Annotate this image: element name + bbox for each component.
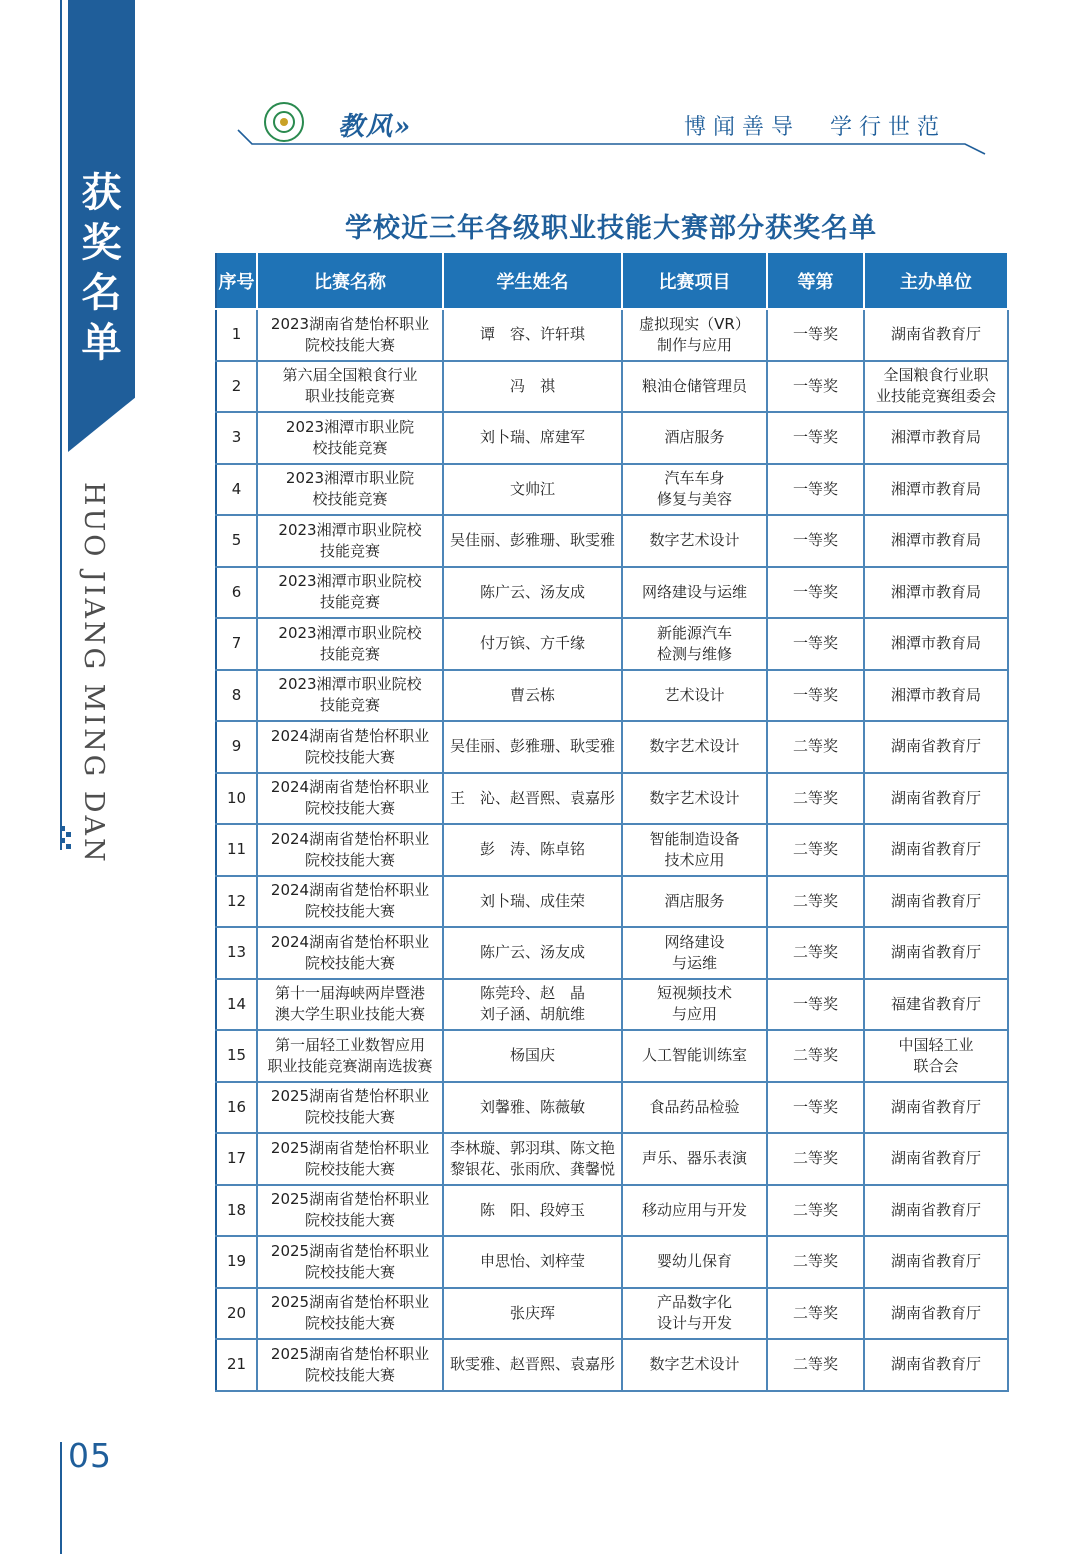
table-row <box>216 1133 1008 1185</box>
cell-organizer: 湖南省教育厅 <box>864 309 1008 361</box>
table-row <box>216 1030 1008 1082</box>
cell-index: 18 <box>216 1185 257 1237</box>
cell-index: 17 <box>216 1133 257 1185</box>
cell-award: 二等奖 <box>767 1185 864 1237</box>
table-row <box>216 309 1008 361</box>
cell-competition: 2023湘潭市职业院校 技能竞赛 <box>257 567 443 619</box>
cell-event: 艺术设计 <box>622 670 767 722</box>
cell-competition: 2023湘潭市职业院 校技能竞赛 <box>257 412 443 464</box>
cell-organizer: 湘潭市教育局 <box>864 567 1008 619</box>
cell-award: 一等奖 <box>767 361 864 413</box>
col-header-award: 等第 <box>767 252 864 309</box>
cell-event: 数字艺术设计 <box>622 515 767 567</box>
cell-students: 付万镔、方千缘 <box>443 618 622 670</box>
cell-organizer: 湘潭市教育局 <box>864 670 1008 722</box>
table-row <box>216 515 1008 567</box>
cell-event: 移动应用与开发 <box>622 1185 767 1237</box>
cell-award: 一等奖 <box>767 1082 864 1134</box>
cell-event: 虚拟现实（VR） 制作与应用 <box>622 309 767 361</box>
table-row <box>216 1185 1008 1237</box>
cell-event: 数字艺术设计 <box>622 1339 767 1391</box>
cell-organizer: 湖南省教育厅 <box>864 876 1008 928</box>
cell-organizer: 湖南省教育厅 <box>864 721 1008 773</box>
cell-index: 9 <box>216 721 257 773</box>
cell-organizer: 湖南省教育厅 <box>864 1288 1008 1340</box>
cell-award: 一等奖 <box>767 670 864 722</box>
cell-students: 刘卜瑞、成佳荣 <box>443 876 622 928</box>
cell-index: 14 <box>216 979 257 1031</box>
cell-students: 陈 阳、段婷玉 <box>443 1185 622 1237</box>
cell-competition: 2023湘潭市职业院校 技能竞赛 <box>257 618 443 670</box>
cell-students: 李林璇、郭羽琪、陈文艳 黎银花、张雨欣、龚馨悦 <box>443 1133 622 1185</box>
cell-students: 申思怡、刘梓莹 <box>443 1236 622 1288</box>
cell-competition: 2025湖南省楚怡杯职业 院校技能大赛 <box>257 1082 443 1134</box>
cell-index: 3 <box>216 412 257 464</box>
cell-organizer: 湖南省教育厅 <box>864 927 1008 979</box>
cell-award: 二等奖 <box>767 773 864 825</box>
cell-organizer: 湖南省教育厅 <box>864 773 1008 825</box>
cell-event: 粮油仓储管理员 <box>622 361 767 413</box>
cell-students: 冯 祺 <box>443 361 622 413</box>
cell-organizer: 湖南省教育厅 <box>864 1339 1008 1391</box>
cell-students: 陈莞玲、赵 晶 刘子涵、胡航维 <box>443 979 622 1031</box>
cell-index: 12 <box>216 876 257 928</box>
school-motto: 博闻善导 学行世范 <box>684 115 946 140</box>
col-header-event: 比赛项目 <box>622 252 767 309</box>
cell-competition: 2025湖南省楚怡杯职业 院校技能大赛 <box>257 1133 443 1185</box>
section-arrows: » <box>394 112 413 142</box>
cell-organizer: 湖南省教育厅 <box>864 1185 1008 1237</box>
cell-index: 4 <box>216 464 257 516</box>
cell-organizer: 湖南省教育厅 <box>864 1082 1008 1134</box>
cell-students: 吴佳丽、彭雅珊、耿雯雅 <box>443 515 622 567</box>
table-row <box>216 773 1008 825</box>
cell-event: 汽车车身 修复与美容 <box>622 464 767 516</box>
side-title <box>68 168 135 368</box>
cell-index: 10 <box>216 773 257 825</box>
cell-award: 二等奖 <box>767 1133 864 1185</box>
side-title-char: 单 <box>81 319 122 366</box>
cell-competition: 2023湘潭市职业院校 技能竞赛 <box>257 670 443 722</box>
cell-competition: 2025湖南省楚怡杯职业 院校技能大赛 <box>257 1185 443 1237</box>
cell-organizer: 湖南省教育厅 <box>864 824 1008 876</box>
side-pinyin: HUO JIANG MING DAN <box>78 482 109 865</box>
cell-competition: 2024湖南省楚怡杯职业 院校技能大赛 <box>257 876 443 928</box>
table-row <box>216 618 1008 670</box>
cell-competition: 2024湖南省楚怡杯职业 院校技能大赛 <box>257 927 443 979</box>
cell-index: 19 <box>216 1236 257 1288</box>
cell-organizer: 全国粮食行业职 业技能竞赛组委会 <box>864 361 1008 413</box>
cell-students: 陈广云、汤友成 <box>443 927 622 979</box>
section-label <box>338 106 412 143</box>
cell-students: 刘卜瑞、席建军 <box>443 412 622 464</box>
cell-competition: 2023湘潭市职业院 校技能竞赛 <box>257 464 443 516</box>
cell-event: 数字艺术设计 <box>622 773 767 825</box>
cell-competition: 第一届轻工业数智应用 职业技能竞赛湖南选拔赛 <box>257 1030 443 1082</box>
col-header-index: 序号 <box>216 252 257 309</box>
page-title: 学校近三年各级职业技能大赛部分获奖名单 <box>345 213 877 244</box>
cell-competition: 2023湘潭市职业院校 技能竞赛 <box>257 515 443 567</box>
cell-award: 二等奖 <box>767 1288 864 1340</box>
cell-organizer: 福建省教育厅 <box>864 979 1008 1031</box>
table-row <box>216 721 1008 773</box>
cell-award: 一等奖 <box>767 567 864 619</box>
cell-students: 王 沁、赵晋熙、袁嘉彤 <box>443 773 622 825</box>
table-row <box>216 567 1008 619</box>
col-header-competition: 比赛名称 <box>257 252 443 309</box>
table-row <box>216 927 1008 979</box>
table-row <box>216 464 1008 516</box>
cell-index: 15 <box>216 1030 257 1082</box>
table-row <box>216 412 1008 464</box>
school-emblem-icon <box>264 102 304 142</box>
table-row <box>216 979 1008 1031</box>
table-row <box>216 1288 1008 1340</box>
cell-students: 张庆珲 <box>443 1288 622 1340</box>
cell-competition: 2024湖南省楚怡杯职业 院校技能大赛 <box>257 824 443 876</box>
cell-index: 2 <box>216 361 257 413</box>
cell-award: 一等奖 <box>767 979 864 1031</box>
cell-event: 数字艺术设计 <box>622 721 767 773</box>
cell-event: 人工智能训练室 <box>622 1030 767 1082</box>
cell-students: 杨国庆 <box>443 1030 622 1082</box>
cell-index: 20 <box>216 1288 257 1340</box>
cell-event: 短视频技术 与应用 <box>622 979 767 1031</box>
cell-index: 6 <box>216 567 257 619</box>
cell-award: 二等奖 <box>767 824 864 876</box>
cell-event: 酒店服务 <box>622 876 767 928</box>
cell-students: 耿雯雅、赵晋熙、袁嘉彤 <box>443 1339 622 1391</box>
cell-organizer: 湘潭市教育局 <box>864 464 1008 516</box>
cell-competition: 2025湖南省楚怡杯职业 院校技能大赛 <box>257 1339 443 1391</box>
cell-organizer: 湖南省教育厅 <box>864 1236 1008 1288</box>
table-row <box>216 1236 1008 1288</box>
cell-students: 谭 容、许轩琪 <box>443 309 622 361</box>
side-title-char: 奖 <box>81 219 122 266</box>
cell-students: 吴佳丽、彭雅珊、耿雯雅 <box>443 721 622 773</box>
cell-competition: 2023湖南省楚怡杯职业 院校技能大赛 <box>257 309 443 361</box>
table-body <box>216 309 1008 1391</box>
cell-organizer: 湘潭市教育局 <box>864 412 1008 464</box>
cell-index: 21 <box>216 1339 257 1391</box>
awards-table <box>215 251 1009 1392</box>
left-rule-bottom <box>60 1442 62 1554</box>
cell-event: 婴幼儿保育 <box>622 1236 767 1288</box>
table-header-row <box>216 252 1008 309</box>
cell-organizer: 中国轻工业 联合会 <box>864 1030 1008 1082</box>
section-label-text: 教风 <box>338 112 395 142</box>
cell-competition: 2024湖南省楚怡杯职业 院校技能大赛 <box>257 773 443 825</box>
cell-event: 智能制造设备 技术应用 <box>622 824 767 876</box>
cell-event: 网络建设与运维 <box>622 567 767 619</box>
cell-event: 产品数字化 设计与开发 <box>622 1288 767 1340</box>
table-row <box>216 824 1008 876</box>
cell-organizer: 湘潭市教育局 <box>864 515 1008 567</box>
cell-award: 二等奖 <box>767 1339 864 1391</box>
table-row <box>216 876 1008 928</box>
cell-event: 食品药品检验 <box>622 1082 767 1134</box>
cell-students: 陈广云、汤友成 <box>443 567 622 619</box>
side-title-char: 名 <box>81 269 122 316</box>
cell-award: 二等奖 <box>767 927 864 979</box>
cell-index: 1 <box>216 309 257 361</box>
cell-competition: 2025湖南省楚怡杯职业 院校技能大赛 <box>257 1236 443 1288</box>
cell-index: 11 <box>216 824 257 876</box>
cell-award: 一等奖 <box>767 618 864 670</box>
cell-index: 16 <box>216 1082 257 1134</box>
cell-award: 二等奖 <box>767 1236 864 1288</box>
cell-index: 13 <box>216 927 257 979</box>
cell-event: 酒店服务 <box>622 412 767 464</box>
cell-award: 一等奖 <box>767 309 864 361</box>
cell-award: 一等奖 <box>767 515 864 567</box>
header-rule <box>0 0 1080 170</box>
cell-students: 文帅江 <box>443 464 622 516</box>
col-header-organizer: 主办单位 <box>864 252 1008 309</box>
side-title-char: 获 <box>81 169 122 216</box>
cell-organizer: 湖南省教育厅 <box>864 1133 1008 1185</box>
cell-award: 一等奖 <box>767 412 864 464</box>
cell-competition: 2025湖南省楚怡杯职业 院校技能大赛 <box>257 1288 443 1340</box>
cell-organizer: 湘潭市教育局 <box>864 618 1008 670</box>
table-row <box>216 1339 1008 1391</box>
cell-index: 7 <box>216 618 257 670</box>
cell-students: 刘馨雅、陈薇敏 <box>443 1082 622 1134</box>
cell-index: 5 <box>216 515 257 567</box>
cell-award: 二等奖 <box>767 876 864 928</box>
cell-competition: 第十一届海峡两岸暨港 澳大学生职业技能大赛 <box>257 979 443 1031</box>
cell-award: 二等奖 <box>767 1030 864 1082</box>
cell-students: 彭 涛、陈卓铭 <box>443 824 622 876</box>
cell-competition: 2024湖南省楚怡杯职业 院校技能大赛 <box>257 721 443 773</box>
table-row <box>216 361 1008 413</box>
table-row <box>216 1082 1008 1134</box>
cell-event: 声乐、器乐表演 <box>622 1133 767 1185</box>
col-header-students: 学生姓名 <box>443 252 622 309</box>
cell-event: 新能源汽车 检测与维修 <box>622 618 767 670</box>
page-number: 05 <box>68 1436 112 1475</box>
cell-award: 二等奖 <box>767 721 864 773</box>
cell-award: 一等奖 <box>767 464 864 516</box>
table-row <box>216 670 1008 722</box>
cell-students: 曹云栋 <box>443 670 622 722</box>
cell-event: 网络建设 与运维 <box>622 927 767 979</box>
cell-index: 8 <box>216 670 257 722</box>
cell-competition: 第六届全国粮食行业 职业技能竞赛 <box>257 361 443 413</box>
